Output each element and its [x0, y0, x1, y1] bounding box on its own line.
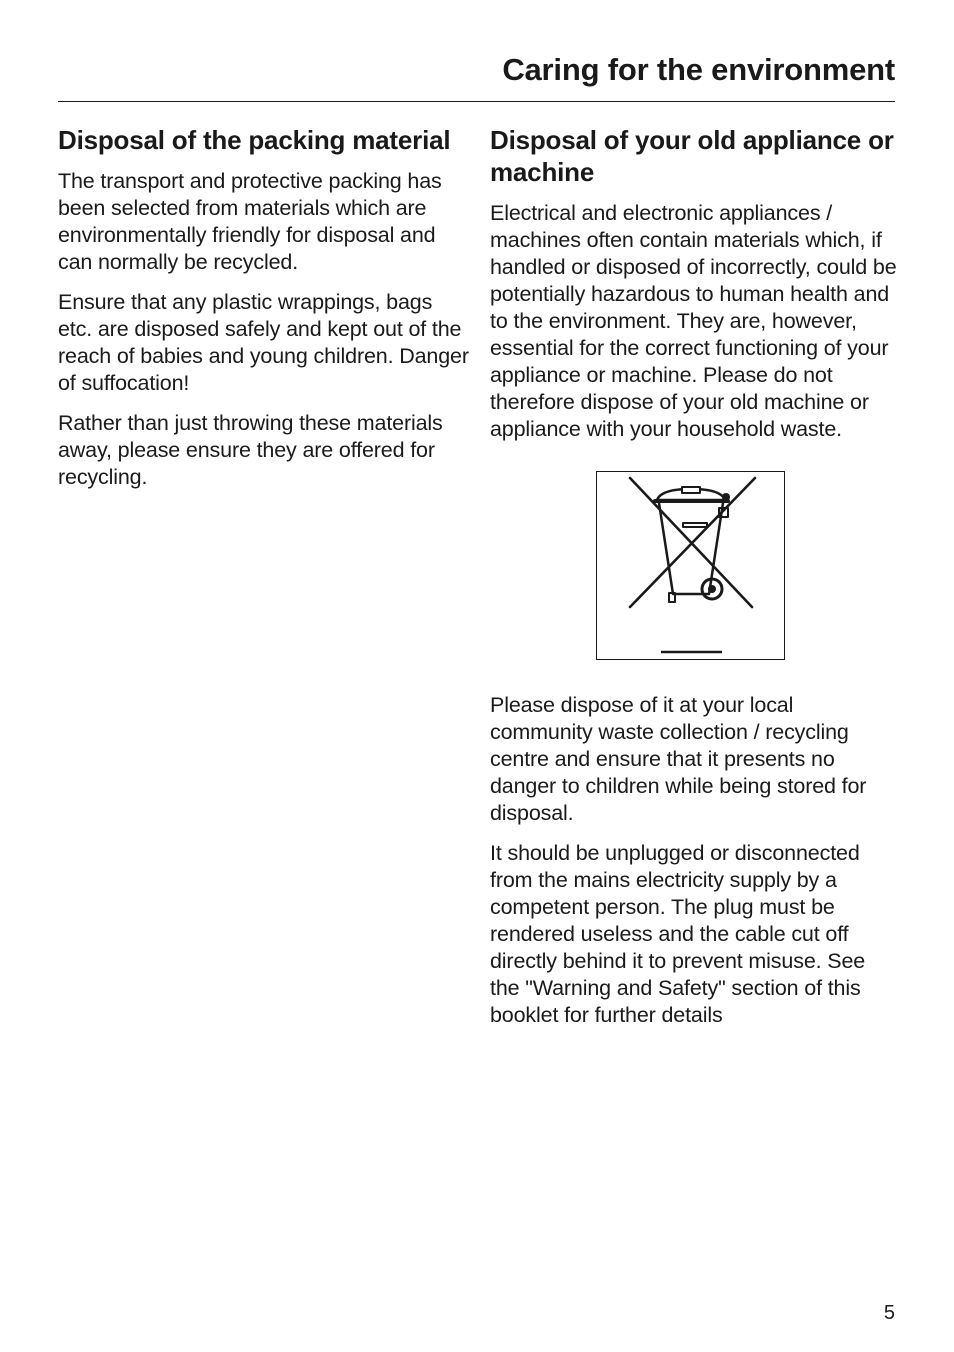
appliance-disposal-section [490, 124, 898, 1042]
packing-paragraph-3: Rather than just throwing these materials away, please ensure they are offered for recycling. [58, 411, 443, 489]
header-divider [58, 101, 895, 102]
packing-paragraph-2: Ensure that any plastic wrappings, bags etc. are disposed safely and kept out of the reach of babies and young children. Danger of suffocation! [58, 290, 469, 395]
packing-disposal-section [58, 124, 470, 504]
appliance-disposal-heading: Disposal of your old appliance or machine [490, 125, 894, 187]
page-number: 5 [883, 1302, 895, 1324]
crossed-out-wheelie-bin-icon [597, 472, 786, 661]
appliance-paragraph-3: It should be unplugged or disconnected from the mains electricity supply by a competent person. The plug must be rendered useless and the cable cut off directly behind it to prevent misuse. See the "Warning and Safety" section of this booklet for further details [490, 841, 866, 1027]
appliance-paragraph-1: Electrical and electronic appliances / machines often contain materials which, if handled or disposed of incorrectly, could be potentially hazardous to human health and to the environment. They are, however, essential for the correct functioning of your appliance or machine. Please do not therefore dispose of your old machine or appliance with your household waste. [490, 201, 897, 441]
packing-disposal-heading: Disposal of the packing material [58, 125, 451, 155]
page-title: Caring for the environment [502, 52, 895, 87]
packing-paragraph-1: The transport and protective packing has been selected from materials which are environmentally friendly for disposal and can normally be recycled. [58, 169, 442, 274]
weee-symbol-box [596, 471, 785, 660]
appliance-paragraph-2: Please dispose of it at your local community waste collection / recycling centre and ensure that it presents no danger to children while being stored for disposal. [490, 693, 867, 825]
